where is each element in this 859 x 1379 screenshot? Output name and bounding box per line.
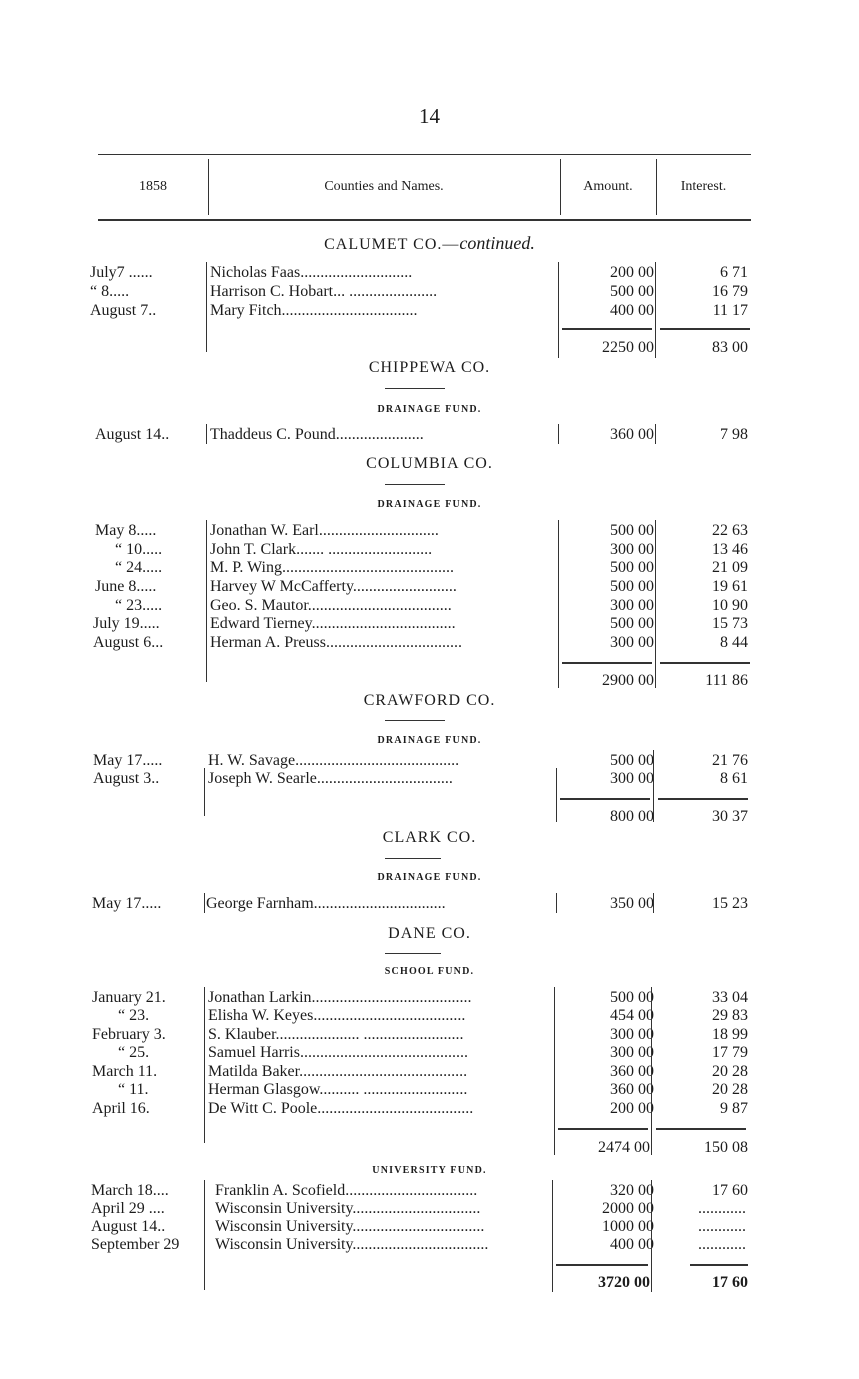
interest-header: Interest. — [680, 179, 727, 194]
ledger-row: August 7.. Mary Fitch.................................. 400 00 11 17 — [90, 302, 748, 319]
total-row: 3720 00 17 60 — [598, 1274, 748, 1291]
column-divider — [206, 520, 207, 682]
section-rule — [385, 484, 445, 485]
column-divider — [653, 893, 654, 913]
total-rule — [656, 1128, 746, 1130]
column-divider — [204, 893, 205, 913]
column-divider — [556, 893, 557, 913]
ledger-row: “ 23. Elisha W. Keyes...................................... 454 00 29 83 — [118, 1007, 748, 1024]
fund-heading: DRAINAGE FUND. — [377, 735, 482, 746]
ledger-row: May 8..... Jonathan W. Earl.............................. 500 00 22 63 — [95, 522, 748, 539]
total-row: 2900 00 111 86 — [602, 672, 748, 689]
total-row: 2250 00 83 00 — [602, 339, 748, 356]
county-heading: CLARK CO. — [382, 829, 477, 846]
ledger-row: September 29 Wisconsin University.................................. 400 00 ............ — [91, 1236, 746, 1253]
column-divider — [655, 424, 656, 444]
column-divider — [204, 987, 205, 1143]
column-divider — [558, 424, 559, 444]
counties-header: Counties and Names. — [324, 179, 444, 194]
page-number: 14 — [419, 104, 440, 128]
total-row: 2474 00 150 08 — [598, 1139, 748, 1156]
ledger-row: April 16. De Witt C. Poole....................................... 200 00 9 87 — [92, 1100, 748, 1117]
total-rule — [560, 798, 650, 800]
ledger-row: January 21. Jonathan Larkin........................................ 500 00 33 04 — [92, 989, 748, 1006]
ledger-row: March 11. Matilda Baker.......................................... 360 00 20 28 — [92, 1063, 748, 1080]
ledger-row: August 3.. Joseph W. Searle.................................. 300 00 8 61 — [93, 770, 748, 787]
total-rule — [558, 1128, 648, 1130]
ledger-row: “ 25. Samuel Harris.......................................... 300 00 17 79 — [118, 1044, 748, 1061]
fund-heading: DRAINAGE FUND. — [377, 404, 482, 415]
ledger-row: “ 23..... Geo. S. Mautor.................................... 300 00 10 90 — [115, 597, 748, 614]
column-divider — [651, 987, 652, 1155]
column-divider — [558, 520, 559, 688]
column-divider — [655, 520, 656, 688]
column-divider — [554, 987, 555, 1155]
total-rule — [562, 328, 652, 330]
section-rule — [385, 388, 445, 389]
county-heading: CHIPPEWA CO. — [368, 359, 491, 376]
ledger-row: February 3. S. Klauber..................... ......................... 300 00 18 99 — [92, 1026, 748, 1043]
ledger-row: May 17..... H. W. Savage......................................... 500 00 21 76 — [93, 752, 748, 769]
section-rule — [385, 953, 441, 954]
ledger-row: July7 ...... Nicholas Faas............................ 200 00 6 71 — [90, 264, 748, 281]
section-rule — [385, 858, 441, 859]
ledger-row: March 18.... Franklin A. Scofield................................. 320 00 17 60 — [91, 1182, 748, 1199]
ledger-row: July 19..... Edward Tierney.................................... 500 00 15 73 — [93, 615, 748, 632]
ledger-row: August 14.. Wisconsin University................................. 1000 00 ............ — [91, 1218, 746, 1235]
total-row: 800 00 30 37 — [610, 808, 748, 825]
total-rule — [660, 662, 750, 664]
county-heading: CALUMET CO.—continued. — [324, 233, 535, 253]
total-rule — [556, 1264, 648, 1266]
ledger-row: April 29 .... Wisconsin University................................ 2000 00 ............ — [91, 1200, 746, 1217]
ledger-row: May 17..... George Farnham................................. 350 00 15 23 — [92, 895, 748, 912]
total-rule — [658, 798, 748, 800]
total-rule — [690, 1264, 748, 1266]
total-rule — [660, 328, 750, 330]
table-header — [98, 154, 751, 221]
fund-heading: DRAINAGE FUND. — [377, 872, 482, 883]
ledger-row: August 14.. Thaddeus C. Pound...................... 360 00 7 98 — [95, 426, 748, 443]
section-rule — [385, 720, 445, 721]
column-divider — [206, 424, 207, 444]
fund-heading: SCHOOL FUND. — [384, 966, 475, 977]
ledger-row: August 6... Herman A. Preuss.................................. 300 00 8 44 — [93, 634, 748, 651]
fund-heading: UNIVERSITY FUND. — [372, 1165, 487, 1176]
ledger-row: “ 11. Herman Glasgow.......... .......................... 360 00 20 28 — [118, 1081, 748, 1098]
county-heading: CRAWFORD CO. — [363, 692, 496, 709]
ledger-row: “ 24..... M. P. Wing........................................... 500 00 21 09 — [115, 559, 748, 576]
year-header: 1858 — [139, 179, 167, 194]
county-heading: COLUMBIA CO. — [366, 455, 493, 472]
amount-header: Amount. — [583, 179, 633, 194]
total-rule — [562, 662, 652, 664]
ledger-row: “ 8..... Harrison C. Hobart... ...................... 500 00 16 79 — [90, 283, 748, 300]
ledger-row: June 8..... Harvey W McCafferty.......................... 500 00 19 61 — [95, 578, 748, 595]
fund-heading: DRAINAGE FUND. — [377, 499, 482, 510]
ledger-row: “ 10..... John T. Clark....... .......................... 300 00 13 46 — [115, 541, 748, 558]
county-heading: DANE CO. — [388, 925, 471, 942]
